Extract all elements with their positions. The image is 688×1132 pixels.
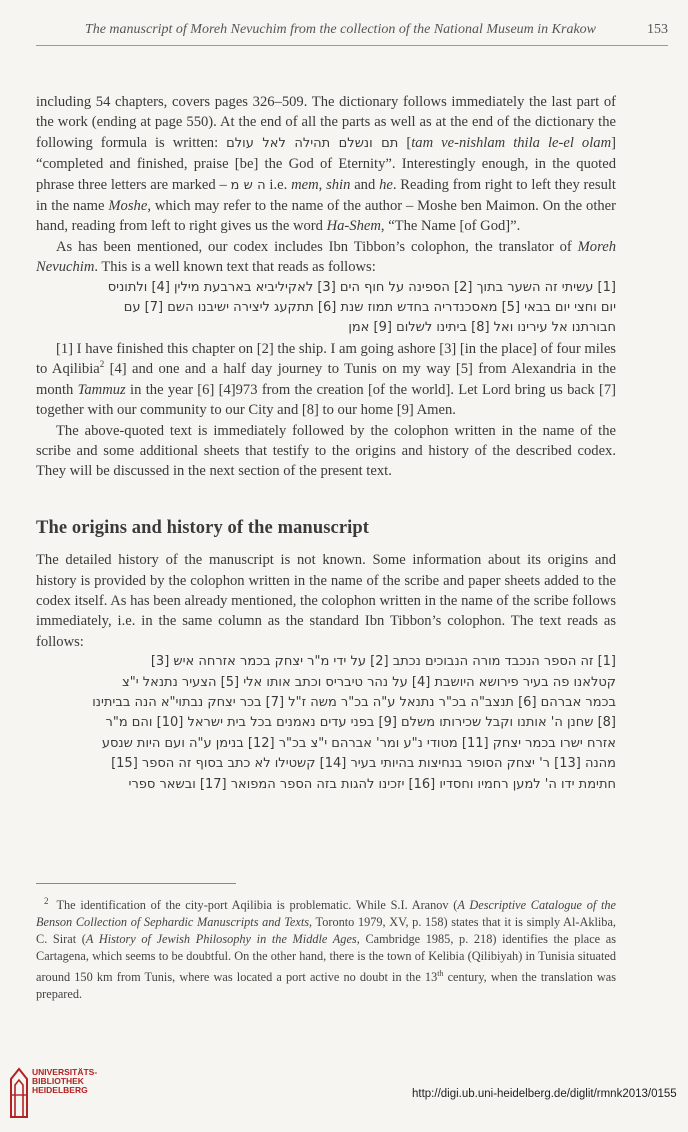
hebrew-quote-2: [36, 652, 616, 795]
text-run: , which may refer to the name of the author – Moshe ben Maimon. On the other hand, reading from left to right gives us the word: [36, 198, 617, 235]
hebrew-letters: ה ש מ: [230, 177, 266, 193]
hebrew-line: קטלאנו פה בעיר פירושא היושבת [4] על נהר טיבריס וכתב אותו אלי [5] הצעיר נתנאל י"צ: [122, 674, 616, 690]
month-name: Tammuz: [77, 381, 126, 398]
footnote-text: [36, 893, 616, 1003]
hebrew-line: בכמר אברהם [6] תנצב"ה בכ"ר נתנאל ע"ה בכ"ר משה ז"ל [7] בכר יצחק נבתוי"א הנה בביתינו: [92, 694, 616, 710]
text-run: , Cambridge 1985, p. 218) identifies the place as Cartagena, which seems to be doubtful. On the other hand, there is the town of Kelibia (Qilibiyah) in Tunisia situated around 150 km from Tunis, where was located a port active no doubt in the 13: [36, 932, 616, 985]
hebrew-line: חבורתנו אל עירינו ואל [8] ביתינו לשלום [9] אמן: [348, 320, 616, 336]
text-run: , Toronto 1979, XV, p. 158) states that it is simply Al-Akliba, C. Sirat (: [36, 915, 616, 947]
header-rule: [36, 45, 668, 46]
library-logo-text: [32, 1068, 97, 1095]
main-text: [36, 92, 616, 795]
work-title: Moreh Nevuchim: [36, 238, 616, 276]
logo-line: BIBLIOTHEK: [32, 1076, 84, 1086]
text-run: [1] I have finished this chapter on [2] the ship. I am going ashore [3] [in the place] of four miles to Aqilibia: [36, 340, 616, 378]
footnote-reference[interactable]: 2: [99, 359, 105, 370]
text-run: [4] and one and a half day journey to Tunis on my way [5] from Alexandria in the month: [36, 361, 616, 398]
letter-name: mem: [291, 176, 319, 193]
footnote-rule: [36, 883, 236, 884]
text-run: . This is a well known text that reads as follows:: [94, 259, 376, 276]
logo-line: HEIDELBERG: [32, 1085, 88, 1095]
text-run: i.e.: [265, 176, 292, 193]
logo-line: UNIVERSITÄTS-: [32, 1067, 98, 1077]
hebrew-line: [1] עשיתי זה השער בתוך [2] הספינה על חוף הים [3] לאקיליביא בארבעת מילין [4] ולתוניס: [107, 279, 616, 295]
text-run: The identification of the city-port Aqilibia is problematic. While S.I. Aranov (: [56, 898, 458, 913]
footnote: [36, 893, 616, 1003]
transliteration: tam ve-nishlam thila le-el olam: [411, 134, 612, 151]
word-ha-shem: Ha-Shem: [326, 218, 381, 235]
hebrew-phrase: תם ונשלם תהילה לאל עולם: [226, 135, 399, 151]
text-run: century, when the translation was prepared.: [36, 970, 616, 1002]
hebrew-line: מהנה [13] ר' יצחק הסופר בנחיצות בהיותי בעיר [14] קשטילו לא כתב בסוף זה הספר [15]: [111, 756, 616, 772]
text-run: As has been mentioned, our codex includes Ibn Tibbon’s colophon, the translator of: [56, 238, 578, 255]
name-moshe: Moshe: [108, 198, 148, 215]
letter-name: he: [379, 176, 393, 193]
source-link[interactable]: http://digi.ub.uni-heidelberg.de/diglit/rmnk2013/0155: [412, 1088, 677, 1100]
running-head: The manuscript of Moreh Nevuchim from the collection of the National Museum in Krakow: [84, 22, 596, 37]
text-run: . Reading from right to left they result in the name: [36, 176, 616, 215]
text-run: including 54 chapters, covers pages 326–509. The dictionary follows immediately the last part of the work (ending at page 550). At the end of all the parts as well as at the end of the dictionary the following formula is written:: [36, 94, 616, 151]
page-header: [0, 18, 688, 44]
text-run: ,: [318, 176, 327, 193]
hebrew-line: יום וחצי יום בבאי [5] מאסכנדריה בחדש תמוז שנת [6] תתקעג ליצירה ישיבנו השם [7] עם: [123, 300, 616, 316]
paragraph-4: The above-quoted text is immediately followed by the colophon written in the name of the scribe and some additional sheets that testify to the origins and history of the described codex. They will be discussed in the next section of the present text.: [36, 422, 616, 480]
footnote-mark: 2: [44, 896, 49, 906]
letter-name: shin: [326, 176, 351, 193]
hebrew-line: אזרח ישרו בכמר יצחק [11] מטודי נ"ע ומר' אברהם י"צ בכ"ר [12] בנימן ע"ה ועם היות שנסע: [101, 735, 616, 751]
section-heading: The origins and history of the manuscript: [36, 517, 370, 538]
paragraph-2: [36, 237, 616, 278]
page-number: 153: [647, 22, 668, 37]
library-logo-icon: [8, 1065, 30, 1119]
text-run: ] “completed and finished, praise [be] the God of Eternity”. Interestingly enough, in the quoted phrase three letters are marked –: [36, 134, 616, 193]
hebrew-line: [8] שחנן ה' אותנו וקבל שכירותו משלם [9] בפני עדים נאמנים בכל בית ישראל [10] והם מ"ר: [105, 715, 616, 731]
paragraph-3: [36, 339, 616, 421]
text-run: [: [398, 134, 412, 151]
text-run: and: [350, 176, 380, 193]
text-run: , “The Name [of God]”.: [380, 218, 521, 235]
source-url: [412, 1088, 677, 1100]
hebrew-quote-1: [36, 278, 616, 339]
paragraph-5: The detailed history of the manuscript is not known. Some information about its origins and history is provided by the colophon written in the name of the scribe and paper sheets added to the codex itself. As has been already mentioned, the colophon written in the name of the scribe follows immediately, i.e. in the same column as the standard Ibn Tibbon’s colophon. The text reads as follows:: [36, 552, 616, 650]
library-logo[interactable]: [8, 1060, 138, 1130]
paragraph-1: [36, 92, 616, 237]
hebrew-line: [1] זה הספר הנכבד מורה הנבוכים נכתב [2] על ידי מ"ר יצחק בכמר אזרחה איש [3]: [150, 654, 616, 670]
superscript: th: [437, 969, 444, 979]
book-title: A Descriptive Catalogue of the Benson Collection of Sephardic Manuscripts and Texts: [36, 898, 617, 930]
hebrew-line: חתימת ידו ה' למען רחמיו וחסדיו [16] יזכינו להגות בזה הספר המפואר [17] ובשאר ספרי: [128, 776, 616, 792]
text-run: in the year [6] [4]973 from the creation [of the world]. Let Lord bring us back [7] together with our community to our City and [8] to our home [9] Amen.: [36, 381, 616, 419]
book-title: A History of Jewish Philosophy in the Middle Ages: [85, 932, 357, 947]
